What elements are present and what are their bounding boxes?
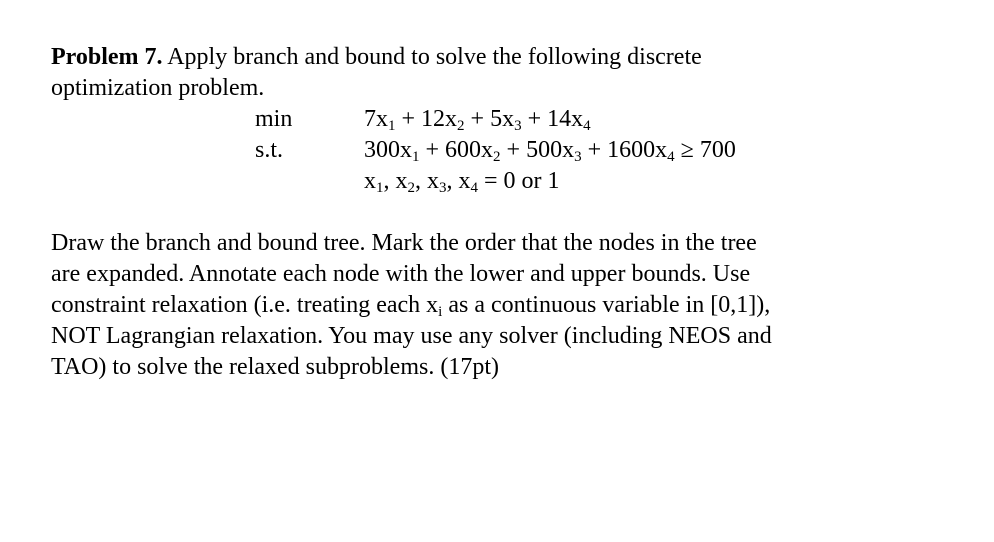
problem-intro-line-1 bbox=[51, 42, 951, 73]
problem-heading: Problem 7. bbox=[51, 44, 163, 70]
domain-row bbox=[51, 166, 951, 197]
constraint-label: s.t. bbox=[255, 137, 284, 163]
instructions-line-3: constraint relaxation (i.e. treating each $x_i$ as a continuous variable in [0,1]), bbox=[51, 292, 771, 320]
constraint-expression: $300x_1 + 600x_2 + 500x_3 + 1600x_4 \ge 700$ bbox=[364, 137, 736, 165]
objective-expression: $7x_1 + 12x_2 + 5x_3 + 14x_4$ bbox=[364, 106, 591, 134]
objective-label: min bbox=[255, 106, 293, 132]
domain-expression: $x_1$, $x_2$, $x_3$, $x_4 = 0$ or 1 bbox=[364, 168, 560, 196]
instructions-line-2: are expanded. Annotate each node with the lower and upper bounds. Use bbox=[51, 261, 751, 287]
instructions-line-5: TAO) to solve the relaxed subproblems. (17pt) bbox=[51, 354, 499, 380]
objective-row bbox=[51, 104, 951, 135]
problem-intro-line-2: optimization problem. bbox=[51, 75, 265, 101]
instructions-line-4: NOT Lagrangian relaxation. You may use any solver (including NEOS and bbox=[51, 323, 772, 349]
problem-intro-text: Apply branch and bound to solve the following discrete bbox=[162, 44, 702, 70]
constraint-row bbox=[51, 135, 951, 166]
problem-document bbox=[51, 42, 951, 383]
paragraph-gap bbox=[51, 197, 951, 228]
instructions-line-1: Draw the branch and bound tree. Mark the order that the nodes in the tree bbox=[51, 230, 757, 256]
